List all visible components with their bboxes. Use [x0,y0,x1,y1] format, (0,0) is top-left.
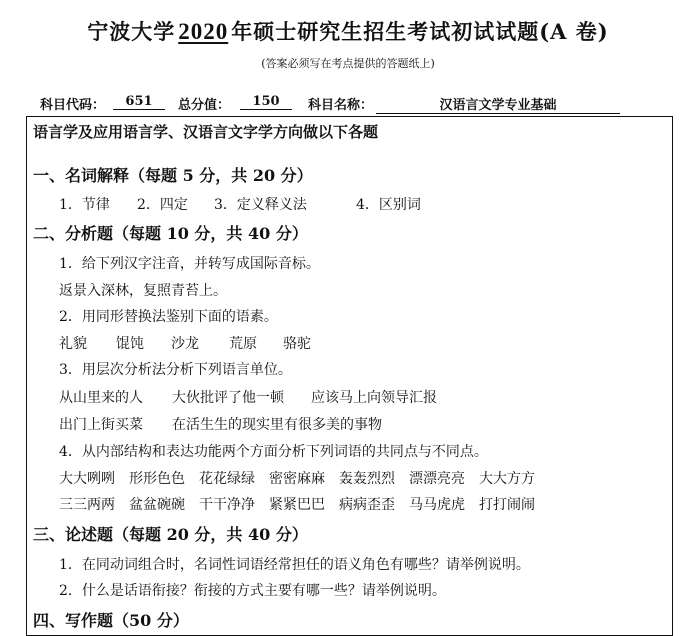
answer-notice: (答案必须写在考点提供的答题纸上) [261,57,435,70]
question-2-4: 4．从内部结构和表达功能两个方面分析下列词语的共同点与不同点。 [59,444,488,460]
term-item: 2．四定 [137,197,188,213]
section-2-heading: 二、分析题（每题 10 分，共 40 分） [33,224,308,243]
instruction-text: 语言学及应用语言学、汉语言文字学方向做以下各题 [33,123,379,141]
title-rest: 年硕士研究生招生考试初试试题(A 卷) [231,19,609,44]
phrase-item: 应该马上向领导汇报 [311,390,437,406]
total-score-value: 150 [240,94,292,110]
subject-meta [40,94,640,114]
word-item: 馄饨 [116,336,144,352]
title-year: 2020 [178,19,229,44]
phrase-row-2 [59,414,659,434]
question-2-2: 2．用同形替换法鉴别下面的语素。 [59,309,278,325]
section-3-heading: 三、论述题（每题 20 分，共 40 分） [33,525,308,544]
question-sheet [26,116,673,636]
subject-code-value: 651 [113,94,165,110]
word-item: 干干净净 [199,497,255,513]
phrase-row-1 [59,387,659,407]
term-item: 3．定义释义法 [214,197,307,213]
word-item: 病病歪歪 [339,497,395,513]
word-item: 盆盆碗碗 [129,497,185,513]
reduplication-row-1 [59,468,669,488]
word-item: 荒原 [229,336,257,352]
word-item: 打打闹闹 [479,497,535,513]
subject-name-value: 汉语言文学专业基础 [376,94,620,114]
section-1-terms [59,194,659,214]
poem-line: 返景入深林，复照青苔上。 [59,283,227,299]
question-2-1: 1．给下列汉字注音，并转写成国际音标。 [59,256,320,272]
section-1-heading: 一、名词解释（每题 5 分，共 20 分） [33,166,313,185]
word-item: 轰轰烈烈 [339,471,395,487]
phrase-item: 从山里来的人 [59,390,143,406]
word-item: 骆驼 [283,336,311,352]
total-score-label: 总分值： [178,98,231,113]
word-item: 密密麻麻 [269,471,325,487]
word-item: 漂漂亮亮 [409,471,465,487]
subject-name-label: 科目名称： [308,98,374,113]
subject-code-label: 科目代码： [40,98,106,113]
question-3-1: 1．在同动词组合时，名词性词语经常担任的语义角色有哪些？请举例说明。 [59,557,530,573]
word-item: 马马虎虎 [409,497,465,513]
phrase-item: 大伙批评了他一顿 [172,390,284,406]
title-university: 宁波大学 [87,19,176,44]
word-item: 礼貌 [59,336,87,352]
term-item: 1．节律 [59,197,110,213]
exam-title [0,16,696,46]
word-item: 大大咧咧 [59,471,115,487]
phrase-item: 出门上街买菜 [59,417,143,433]
word-item: 大大方方 [479,471,535,487]
term-item: 4．区别词 [356,197,421,213]
morpheme-words [59,333,659,353]
word-item: 三三两两 [59,497,115,513]
section-4-heading: 四、写作题（50 分） [33,611,189,630]
word-item: 形形色色 [129,471,185,487]
question-3-2: 2．什么是话语衔接？衔接的方式主要有哪一些？请举例说明。 [59,583,446,599]
word-item: 沙龙 [171,336,199,352]
reduplication-row-2 [59,494,669,514]
word-item: 紧紧巴巴 [269,497,325,513]
question-2-3: 3．用层次分析法分析下列语言单位。 [59,362,292,378]
phrase-item: 在活生生的现实里有很多美的事物 [172,417,382,433]
word-item: 花花绿绿 [199,471,255,487]
